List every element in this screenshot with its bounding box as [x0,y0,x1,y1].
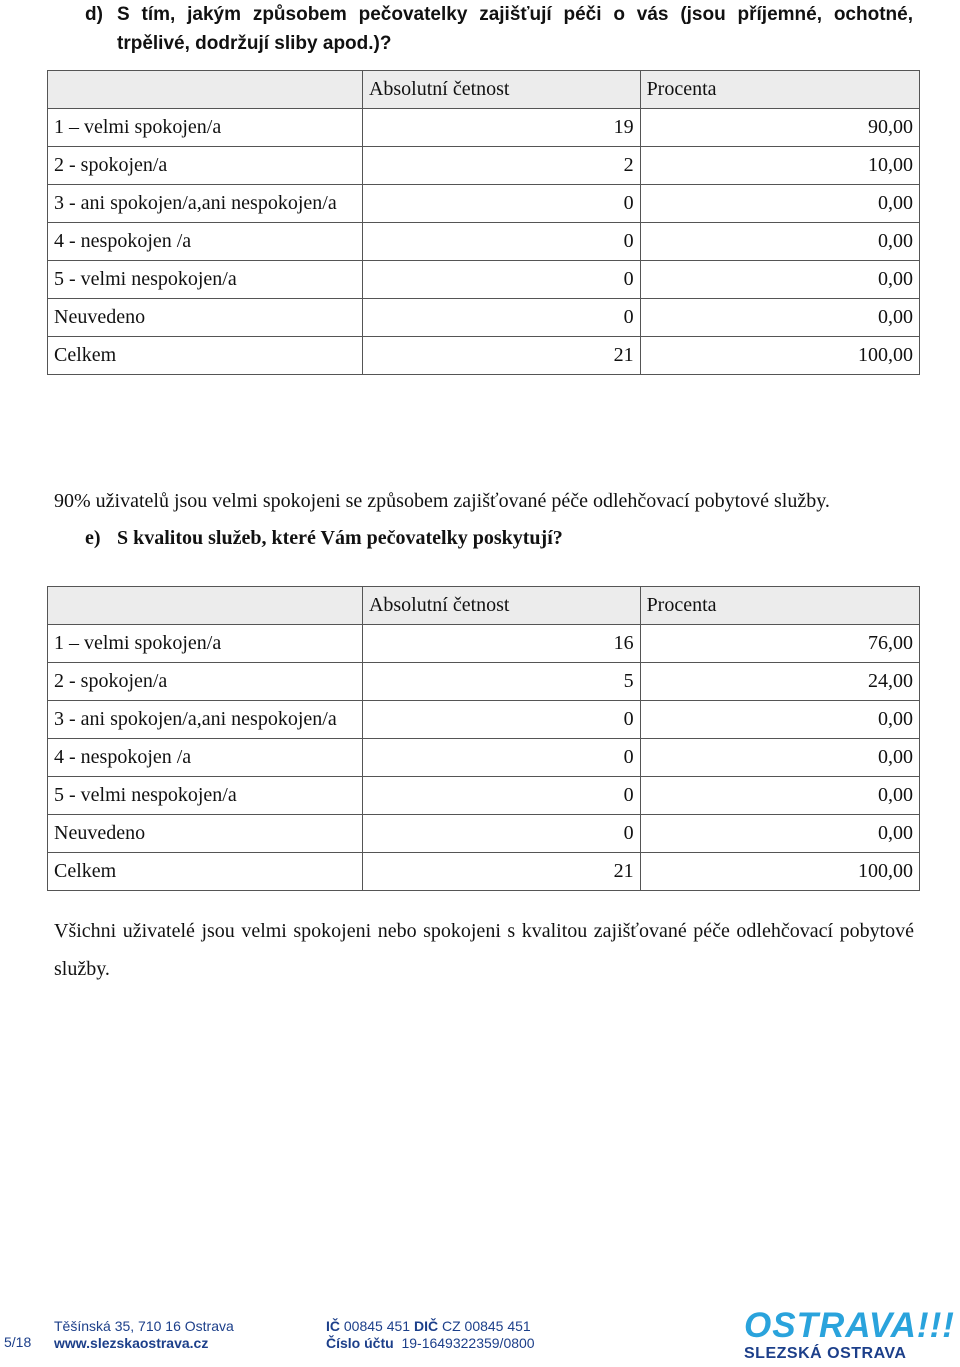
table-row [48,663,920,701]
table-header-count: Absolutní četnost [362,71,640,109]
footer-website-link[interactable]: www.slezskaostrava.cz [54,1335,209,1351]
row-percent: 0,00 [640,223,919,261]
row-label: Celkem [48,337,363,375]
frequency-table-d [47,70,920,375]
table-row [48,701,920,739]
table-header-percent: Procenta [640,71,919,109]
logo-main-text: OSTRAVA!!! [744,1306,955,1345]
frequency-table-e [47,586,920,891]
table-row [48,261,920,299]
question-d-line2: trpělivé, dodržují sliby apod.)? [117,33,392,54]
dic-value: CZ 00845 451 [441,1318,531,1334]
row-count: 21 [362,337,640,375]
row-label: Neuvedeno [48,815,363,853]
page-number: 5/18 [4,1334,32,1350]
table-row [48,739,920,777]
table-header-empty [48,71,363,109]
row-count: 0 [362,185,640,223]
table-row [48,815,920,853]
row-label: 2 - spokojen/a [48,663,363,701]
question-e-letter: e) [85,527,101,549]
row-percent: 0,00 [640,185,919,223]
row-count: 0 [362,299,640,337]
row-percent: 100,00 [640,853,919,891]
row-label: 1 – velmi spokojen/a [48,109,363,147]
footer-ic-dic [326,1318,535,1335]
row-label: 3 - ani spokojen/a,ani nespokojen/a [48,701,363,739]
table-header-percent: Procenta [640,587,919,625]
footer-ids-block [326,1318,535,1352]
row-percent: 0,00 [640,261,919,299]
ic-value: 00845 451 [343,1318,411,1334]
question-e [85,524,915,553]
row-percent: 0,00 [640,701,919,739]
row-count: 0 [362,261,640,299]
row-count: 19 [362,109,640,147]
footer-account [326,1335,535,1352]
table-row [48,223,920,261]
row-count: 0 [362,739,640,777]
row-percent: 0,00 [640,299,919,337]
row-percent: 24,00 [640,663,919,701]
table-header-row [48,587,920,625]
row-count: 0 [362,223,640,261]
footer-address-block [54,1318,234,1352]
table-row-total [48,853,920,891]
row-label: 4 - nespokojen /a [48,223,363,261]
table-row [48,185,920,223]
account-value: 19-1649322359/0800 [401,1335,535,1351]
row-percent: 10,00 [640,147,919,185]
table-row [48,109,920,147]
row-percent: 0,00 [640,815,919,853]
question-d-letter: d) [85,4,103,25]
footer-address: Těšínská 35, 710 16 Ostrava [54,1318,234,1334]
table-header-row [48,71,920,109]
table-row [48,625,920,663]
ostrava-logo [744,1308,956,1366]
row-label: 5 - velmi nespokojen/a [48,261,363,299]
account-label: Číslo účtu [326,1335,394,1351]
row-count: 0 [362,815,640,853]
table-row [48,299,920,337]
question-d [85,0,915,58]
row-count: 2 [362,147,640,185]
summary-e: Všichni uživatelé jsou velmi spokojeni nebo spokojeni s kvalitou zajišťované péče odlehčovací pobytové služby. [54,920,914,980]
row-percent: 100,00 [640,337,919,375]
row-percent: 0,00 [640,777,919,815]
summary-d: 90% uživatelů jsou velmi spokojeni se způsobem zajišťované péče odlehčovací pobytové služby. [54,490,830,512]
row-count: 0 [362,777,640,815]
row-percent: 0,00 [640,739,919,777]
dic-label: DIČ [413,1318,439,1334]
row-label: 4 - nespokojen /a [48,739,363,777]
row-percent: 90,00 [640,109,919,147]
row-count: 16 [362,625,640,663]
logo-sub-text: SLEZSKÁ OSTRAVA [744,1345,907,1362]
table-row [48,147,920,185]
row-label: Neuvedeno [48,299,363,337]
row-label: 5 - velmi nespokojen/a [48,777,363,815]
question-d-line1: S tím, jakým způsobem pečovatelky zajišťují péči o vás (jsou příjemné, ochotné, [117,4,913,25]
table-row-total [48,337,920,375]
question-e-text: S kvalitou služeb, které Vám pečovatelky poskytují? [117,527,563,549]
ic-label: IČ [326,1318,340,1334]
row-percent: 76,00 [640,625,919,663]
row-label: 1 – velmi spokojen/a [48,625,363,663]
row-count: 0 [362,701,640,739]
row-count: 5 [362,663,640,701]
row-label: Celkem [48,853,363,891]
table-header-count: Absolutní četnost [362,587,640,625]
row-label: 2 - spokojen/a [48,147,363,185]
row-count: 21 [362,853,640,891]
row-label: 3 - ani spokojen/a,ani nespokojen/a [48,185,363,223]
table-header-empty [48,587,363,625]
table-row [48,777,920,815]
